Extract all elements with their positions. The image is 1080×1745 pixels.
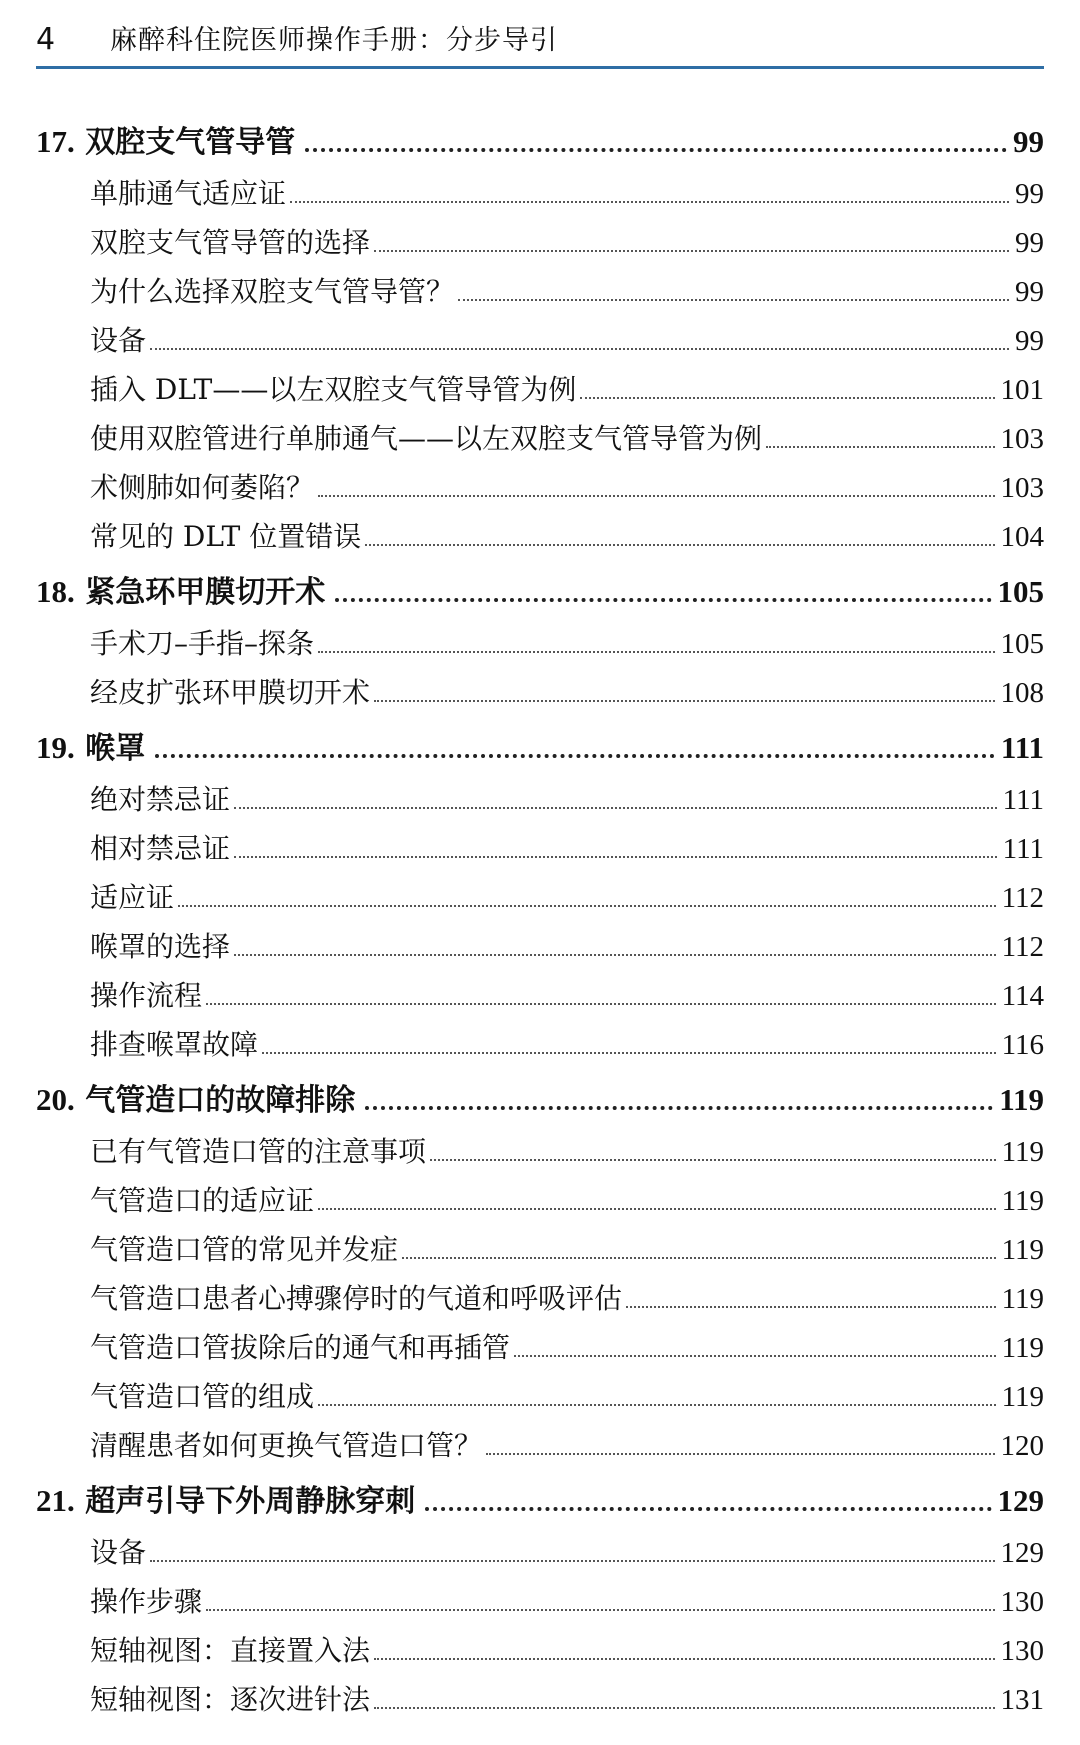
section-page-number: 129 bbox=[1000, 1537, 1044, 1569]
chapter-title-text: 超声引导下外周静脉穿刺 bbox=[85, 1484, 416, 1519]
chapter-number: 17. bbox=[36, 124, 75, 159]
section-page-number: 103 bbox=[1000, 472, 1044, 504]
section-title: 气管造口管拔除后的通气和再插管 bbox=[90, 1331, 511, 1364]
dot-leader bbox=[150, 348, 1009, 350]
page-number: 4 bbox=[36, 22, 56, 57]
section-title: 常见的 DLT 位置错误 bbox=[90, 520, 362, 553]
toc-section-entry[interactable] bbox=[36, 922, 1044, 971]
dot-leader bbox=[374, 1707, 994, 1709]
toc-section-entry[interactable] bbox=[36, 414, 1044, 463]
dot-leader bbox=[365, 544, 994, 546]
toc-section-entry[interactable] bbox=[36, 1274, 1044, 1323]
chapter-title-text: 喉罩 bbox=[85, 731, 146, 766]
section-title: 绝对禁忌证 bbox=[90, 783, 231, 816]
dot-leader bbox=[514, 1355, 996, 1357]
toc-section-entry[interactable] bbox=[36, 971, 1044, 1020]
header-rule bbox=[36, 66, 1044, 69]
section-page-number: 130 bbox=[1000, 1586, 1044, 1618]
toc-section-entry[interactable] bbox=[36, 1225, 1044, 1274]
dot-leader bbox=[374, 1658, 994, 1660]
section-title: 术侧肺如何萎陷？ bbox=[90, 471, 315, 504]
section-page-number: 131 bbox=[1000, 1684, 1044, 1716]
dot-leader bbox=[318, 495, 994, 497]
dot-leader bbox=[402, 1257, 996, 1259]
section-title: 设备 bbox=[90, 324, 147, 357]
toc-section-entry[interactable] bbox=[36, 1020, 1044, 1069]
section-title: 相对禁忌证 bbox=[90, 832, 231, 865]
section-page-number: 119 bbox=[1001, 1332, 1044, 1364]
dot-leader bbox=[206, 1609, 994, 1611]
section-title: 喉罩的选择 bbox=[90, 930, 231, 963]
section-page-number: 114 bbox=[1001, 980, 1044, 1012]
section-page-number: 99 bbox=[1015, 325, 1044, 357]
section-page-number: 119 bbox=[1001, 1234, 1044, 1266]
table-of-contents bbox=[36, 114, 1044, 1724]
section-title: 气管造口的适应证 bbox=[90, 1184, 315, 1217]
toc-section-entry[interactable] bbox=[36, 1323, 1044, 1372]
dot-leader bbox=[374, 700, 994, 702]
section-page-number: 99 bbox=[1015, 276, 1044, 308]
dot-leader bbox=[178, 905, 996, 907]
toc-section-entry[interactable] bbox=[36, 873, 1044, 922]
toc-section-entry[interactable] bbox=[36, 1577, 1044, 1626]
section-title: 单肺通气适应证 bbox=[90, 177, 287, 210]
section-page-number: 119 bbox=[1001, 1136, 1044, 1168]
dot-leader bbox=[766, 446, 994, 448]
dot-leader bbox=[626, 1306, 996, 1308]
section-title: 适应证 bbox=[90, 881, 175, 914]
section-title: 清醒患者如何更换气管造口管？ bbox=[90, 1429, 483, 1462]
section-page-number: 105 bbox=[1000, 628, 1044, 660]
section-page-number: 111 bbox=[1002, 784, 1044, 816]
section-page-number: 120 bbox=[1000, 1430, 1044, 1462]
section-page-number: 103 bbox=[1000, 423, 1044, 455]
toc-section-entry[interactable] bbox=[36, 267, 1044, 316]
dot-leader bbox=[234, 954, 996, 956]
chapter-page-number: 129 bbox=[997, 1483, 1044, 1518]
chapter-title bbox=[36, 1473, 415, 1529]
toc-section-entry[interactable] bbox=[36, 463, 1044, 512]
chapter-number: 20. bbox=[36, 1082, 75, 1117]
dot-leader bbox=[486, 1453, 994, 1455]
section-title: 插入 DLT——以左双腔支气管导管为例 bbox=[90, 373, 577, 406]
chapter-title-text: 气管造口的故障排除 bbox=[85, 1083, 356, 1118]
toc-section-entry[interactable] bbox=[36, 316, 1044, 365]
toc-chapter-entry[interactable] bbox=[36, 1072, 1044, 1127]
section-title: 双腔支气管导管的选择 bbox=[90, 226, 371, 259]
toc-section-entry[interactable] bbox=[36, 619, 1044, 668]
chapter-title-text: 双腔支气管导管 bbox=[85, 125, 296, 160]
dot-leader bbox=[318, 1404, 996, 1406]
toc-chapter-entry[interactable] bbox=[36, 1473, 1044, 1528]
toc-section-entry[interactable] bbox=[36, 1421, 1044, 1470]
dot-leader bbox=[206, 1003, 996, 1005]
toc-section-entry[interactable] bbox=[36, 668, 1044, 717]
toc-section-entry[interactable] bbox=[36, 1675, 1044, 1724]
dot-leader bbox=[318, 1208, 996, 1210]
section-page-number: 119 bbox=[1001, 1381, 1044, 1413]
section-title: 气管造口管的组成 bbox=[90, 1380, 315, 1413]
section-title: 短轴视图：直接置入法 bbox=[90, 1634, 371, 1667]
chapter-number: 18. bbox=[36, 574, 75, 609]
section-title: 经皮扩张环甲膜切开术 bbox=[90, 676, 371, 709]
toc-section-entry[interactable] bbox=[36, 1528, 1044, 1577]
chapter-number: 21. bbox=[36, 1483, 75, 1518]
section-page-number: 99 bbox=[1015, 178, 1044, 210]
section-page-number: 130 bbox=[1000, 1635, 1044, 1667]
section-title: 气管造口管的常见并发症 bbox=[90, 1233, 399, 1266]
section-page-number: 119 bbox=[1001, 1283, 1044, 1315]
section-title: 已有气管造口管的注意事项 bbox=[90, 1135, 427, 1168]
chapter-page-number: 99 bbox=[1013, 124, 1044, 159]
section-title: 气管造口患者心搏骤停时的气道和呼吸评估 bbox=[90, 1282, 623, 1315]
chapter-title-text: 紧急环甲膜切开术 bbox=[85, 575, 326, 610]
dot-leader bbox=[365, 1106, 993, 1110]
section-title: 短轴视图：逐次进针法 bbox=[90, 1683, 371, 1716]
dot-leader bbox=[458, 299, 1009, 301]
section-page-number: 108 bbox=[1000, 677, 1044, 709]
toc-chapter-entry[interactable] bbox=[36, 720, 1044, 775]
dot-leader bbox=[374, 250, 1009, 252]
section-title: 操作流程 bbox=[90, 979, 203, 1012]
dot-leader bbox=[580, 397, 994, 399]
toc-section-entry[interactable] bbox=[36, 1626, 1044, 1675]
dot-leader bbox=[262, 1052, 996, 1054]
dot-leader bbox=[234, 856, 997, 858]
section-title: 为什么选择双腔支气管导管？ bbox=[90, 275, 455, 308]
toc-chapter-entry[interactable] bbox=[36, 564, 1044, 619]
chapter-title bbox=[36, 1072, 355, 1128]
section-title: 操作步骤 bbox=[90, 1585, 203, 1618]
dot-leader bbox=[430, 1159, 996, 1161]
page-header bbox=[36, 18, 1044, 66]
chapter-title bbox=[36, 564, 325, 620]
book-title: 麻醉科住院医师操作手册：分步导引 bbox=[110, 25, 558, 56]
toc-section-entry[interactable] bbox=[36, 218, 1044, 267]
toc-section-entry[interactable] bbox=[36, 512, 1044, 561]
dot-leader bbox=[318, 651, 994, 653]
section-page-number: 119 bbox=[1001, 1185, 1044, 1217]
section-page-number: 112 bbox=[1001, 882, 1044, 914]
toc-section-entry[interactable] bbox=[36, 775, 1044, 824]
chapter-title bbox=[36, 720, 145, 776]
section-page-number: 99 bbox=[1015, 227, 1044, 259]
chapter-page-number: 111 bbox=[1000, 730, 1044, 765]
chapter-number: 19. bbox=[36, 730, 75, 765]
section-title: 设备 bbox=[90, 1536, 147, 1569]
section-title: 使用双腔管进行单肺通气——以左双腔支气管导管为例 bbox=[90, 422, 763, 455]
section-title: 排查喉罩故障 bbox=[90, 1028, 259, 1061]
toc-section-entry[interactable] bbox=[36, 169, 1044, 218]
chapter-title bbox=[36, 114, 295, 170]
toc-section-entry[interactable] bbox=[36, 1176, 1044, 1225]
dot-leader bbox=[425, 1507, 991, 1511]
section-page-number: 101 bbox=[1000, 374, 1044, 406]
toc-section-entry[interactable] bbox=[36, 365, 1044, 414]
dot-leader bbox=[150, 1560, 994, 1562]
section-title: 手术刀–手指–探条 bbox=[90, 627, 315, 660]
toc-chapter-entry[interactable] bbox=[36, 114, 1044, 169]
toc-section-entry[interactable] bbox=[36, 1372, 1044, 1421]
dot-leader bbox=[305, 148, 1007, 152]
section-page-number: 116 bbox=[1001, 1029, 1044, 1061]
section-page-number: 104 bbox=[1000, 521, 1044, 553]
chapter-page-number: 119 bbox=[999, 1082, 1044, 1117]
toc-section-entry[interactable] bbox=[36, 1127, 1044, 1176]
toc-section-entry[interactable] bbox=[36, 824, 1044, 873]
dot-leader bbox=[155, 754, 995, 758]
chapter-page-number: 105 bbox=[997, 574, 1044, 609]
dot-leader bbox=[290, 201, 1009, 203]
section-page-number: 112 bbox=[1001, 931, 1044, 963]
section-page-number: 111 bbox=[1002, 833, 1044, 865]
dot-leader bbox=[335, 598, 991, 602]
dot-leader bbox=[234, 807, 997, 809]
